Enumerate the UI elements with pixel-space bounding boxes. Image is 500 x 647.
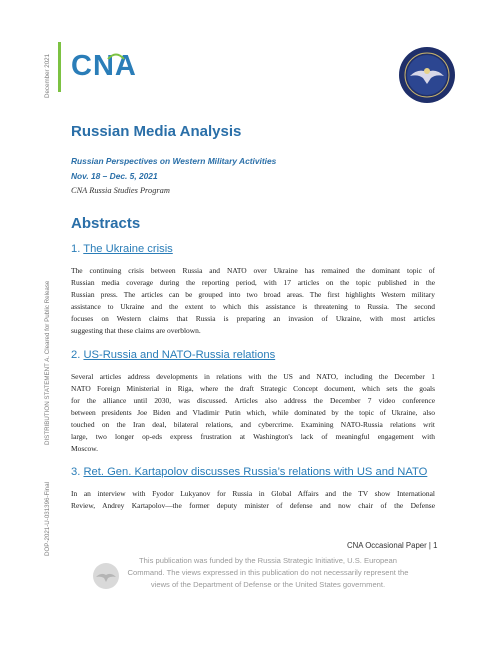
paragraph-line: suggesting that these claims are overblown. bbox=[71, 326, 201, 335]
section-number: 2. bbox=[71, 349, 81, 361]
section-heading-us-russia[interactable] bbox=[71, 349, 275, 361]
cna-logo: CNA bbox=[71, 50, 137, 82]
section-paragraph-kartapolov bbox=[71, 488, 435, 512]
page-number: 1 bbox=[433, 541, 438, 550]
abstracts-heading: Abstracts bbox=[71, 215, 141, 232]
paragraph-line: In an interview with Fyodor Lukyanov for Russia in Global Affairs and the TV show International bbox=[71, 489, 435, 498]
paragraph-line: touched on the Iran deal, bilateral relations, and cybercrime. Examining NATO-Russia relations writ bbox=[71, 420, 435, 429]
paragraph-line: Review, Andrey Kartapolov—the former deputy minister of defense and now chair of the Defense bbox=[71, 501, 435, 510]
section-number: 3. bbox=[71, 466, 81, 478]
section-title-link[interactable]: Ret. Gen. Kartapolov discusses Russia’s relations with US and NATO bbox=[83, 466, 428, 478]
section-title-link[interactable]: The Ukraine crisis bbox=[83, 243, 173, 255]
section-title-link[interactable]: US-Russia and NATO-Russia relations bbox=[83, 349, 276, 361]
paragraph-line: NATO Foreign Ministerial in Riga, where the draft Strategic Concept document, which sets the goals bbox=[71, 384, 435, 393]
green-accent-bar bbox=[58, 42, 61, 92]
paragraph-line: Moscow. bbox=[71, 444, 98, 453]
eucom-seal-icon bbox=[398, 46, 456, 104]
funding-disclaimer bbox=[118, 555, 418, 591]
document-subtitle: Russian Perspectives on Western Military Activities bbox=[71, 156, 277, 166]
eucom-watermark-icon bbox=[92, 562, 120, 590]
section-paragraph-us-russia bbox=[71, 371, 435, 455]
paragraph-line: Several articles address developments in relations with the US and NATO, including the December 1 bbox=[71, 372, 435, 381]
section-number: 1. bbox=[71, 243, 81, 255]
side-document-id: DOP-2021-U-031396-Final bbox=[44, 482, 51, 556]
page-footer bbox=[347, 541, 437, 550]
paragraph-line: assistance to Ukraine and the extent to which this assistance is threatening to Russia. The second bbox=[71, 302, 435, 311]
paragraph-line: large, two longer op-eds express frustration at Washington's lack of meaningful engagement with bbox=[71, 432, 435, 441]
side-distribution-statement: DISTRIBUTION STATEMENT A. Cleared for Public Release bbox=[44, 280, 51, 445]
paragraph-line: for the alliance until 2030, was discussed. Articles also address the December 7 video conference bbox=[71, 396, 435, 405]
side-date: December 2021 bbox=[44, 53, 51, 98]
paragraph-line: between presidents Joe Biden and Vladimir Putin which, while dominated by the topic of Ukraine, also bbox=[71, 408, 435, 417]
date-range: Nov. 18 – Dec. 5, 2021 bbox=[71, 171, 158, 181]
paragraph-line: focuses on Western claims that Russia is preparing an invasion of Ukraine, with most articles bbox=[71, 314, 435, 323]
funding-line: Command. The views expressed in this publication do not necessarily represent the bbox=[127, 568, 409, 577]
section-heading-kartapolov[interactable] bbox=[71, 466, 427, 478]
section-heading-ukraine[interactable] bbox=[71, 243, 173, 255]
funding-line: This publication was funded by the Russia Strategic Initiative, U.S. European bbox=[139, 556, 397, 565]
paragraph-line: Russian media coverage during the reporting period, with 17 articles on the topic published in the bbox=[71, 278, 435, 287]
program-name: CNA Russia Studies Program bbox=[71, 186, 170, 195]
footer-label: CNA Occasional Paper | bbox=[347, 541, 431, 550]
paragraph-line: Russian press. The articles can be grouped into two broad areas. The first highlights Western military bbox=[71, 290, 435, 299]
paragraph-line: The continuing crisis between Russia and NATO over Ukraine has remained the dominant topic of bbox=[71, 266, 435, 275]
section-paragraph-ukraine bbox=[71, 265, 435, 337]
logo-arc-icon bbox=[107, 50, 125, 60]
funding-line: views of the Department of Defense or the United States government. bbox=[150, 580, 386, 589]
document-title: Russian Media Analysis bbox=[71, 123, 242, 140]
